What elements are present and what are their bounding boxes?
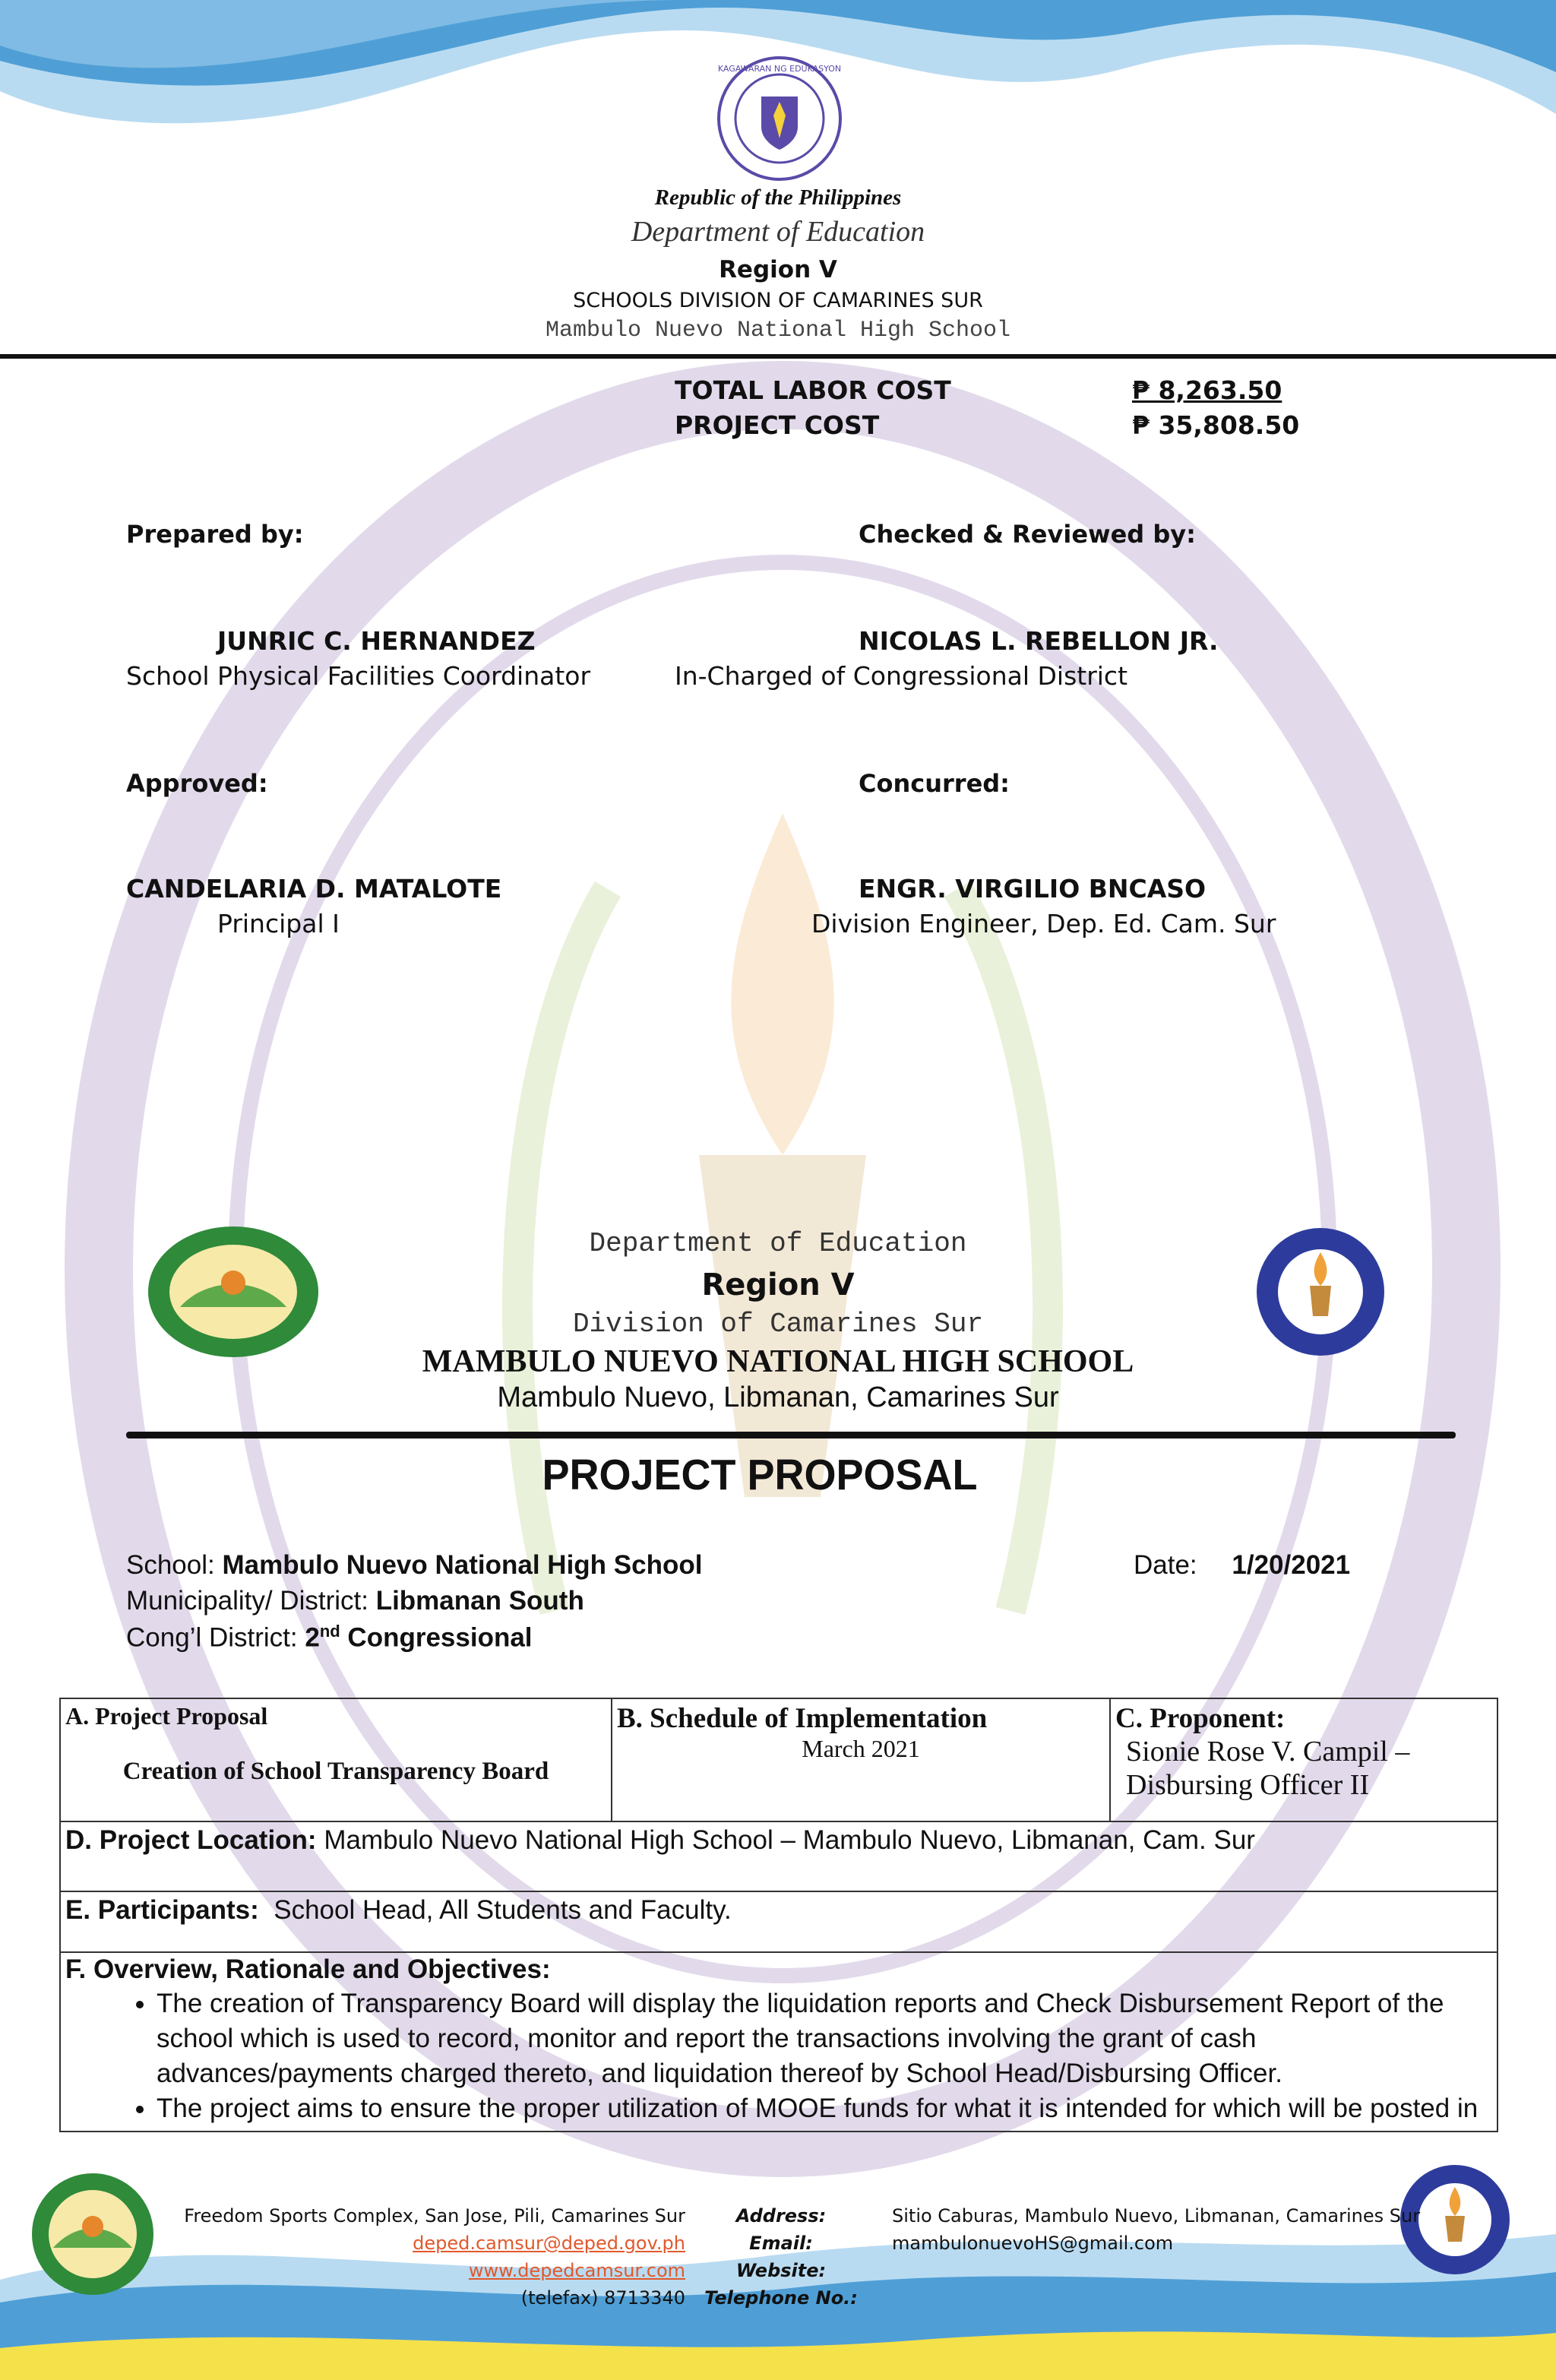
approved-title: Principal I <box>217 909 340 938</box>
cell-overview <box>60 1952 1497 2132</box>
deped-seal-icon <box>716 55 843 182</box>
region-line: Region V <box>719 256 837 283</box>
congressional-info-rest: Congressional <box>340 1622 533 1653</box>
cell-participants <box>60 1891 1497 1952</box>
objective-item: • The project aims to ensure the proper utilization of MOOE funds for what it is intended for which will be posted in <box>157 2091 1492 2126</box>
school-line: Mambulo Nuevo National High School <box>545 318 1011 343</box>
footer-division-address: Freedom Sports Complex, San Jose, Pili, Camarines Sur <box>184 2205 685 2227</box>
footer-division-email-link[interactable]: deped.camsur@deped.gov.ph <box>413 2233 685 2254</box>
footer-address-label: Address: <box>735 2205 827 2227</box>
footer-school-contact <box>892 2202 1420 2257</box>
second-department: Department of Education <box>589 1228 967 1259</box>
location-label: D. Project Location: <box>65 1825 317 1855</box>
proposal-row-participants <box>60 1891 1497 1952</box>
proponent-header: C. Proponent: <box>1115 1703 1286 1734</box>
concurred-name: ENGR. VIRGILIO BNCASO <box>859 874 1207 904</box>
second-header-divider <box>126 1432 1456 1438</box>
document-title: PROJECT PROPOSAL <box>542 1451 978 1499</box>
proponent-line-1: Sionie Rose V. Campil – <box>1126 1736 1410 1768</box>
date-info-line <box>1134 1550 1350 1581</box>
cell-project-proposal <box>60 1698 612 1821</box>
concurred-label: Concurred: <box>859 769 1010 798</box>
second-region: Region V <box>701 1268 855 1302</box>
labor-cost-label: TOTAL LABOR COST <box>675 375 951 405</box>
project-cost-label: PROJECT COST <box>675 410 880 440</box>
approved-name: CANDELARIA D. MATALOTE <box>126 874 502 904</box>
overview-label: F. Overview, Rationale and Objectives: <box>65 1954 551 1984</box>
congressional-info-number: 2 <box>305 1622 320 1653</box>
footer-website-label: Website: <box>735 2260 827 2281</box>
date-info-value: 1/20/2021 <box>1232 1550 1351 1580</box>
header-divider <box>0 354 1556 359</box>
prepared-name: JUNRIC C. HERNANDEZ <box>217 626 536 656</box>
congressional-info-line <box>126 1622 533 1654</box>
approved-label: Approved: <box>126 769 268 798</box>
project-cost-value: ₱ 35,808.50 <box>1132 410 1300 440</box>
date-info-label: Date: <box>1134 1550 1197 1580</box>
footer-labels <box>699 2202 863 2312</box>
checked-title: In-Charged of Congressional District <box>675 661 1128 691</box>
second-division: Division of Camarines Sur <box>572 1309 984 1340</box>
location-value: Mambulo Nuevo National High School – Mambulo Nuevo, Libmanan, Cam. Sur <box>316 1825 1255 1855</box>
proposal-table <box>59 1698 1498 2132</box>
footer-school-address: Sitio Caburas, Mambulo Nuevo, Libmanan, Camarines Sur <box>892 2205 1421 2227</box>
municipality-info-value: Libmanan South <box>375 1586 584 1616</box>
participants-value: School Head, All Students and Faculty. <box>258 1895 732 1925</box>
congressional-info-suffix: nd <box>319 1622 340 1641</box>
checked-label: Checked & Reviewed by: <box>859 520 1196 549</box>
participants-label: E. Participants: <box>65 1895 259 1925</box>
proponent-line-2: Disbursing Officer II <box>1126 1769 1370 1801</box>
school-info-line <box>126 1550 702 1581</box>
proposal-row-location <box>60 1821 1497 1891</box>
school-info-label: School: <box>126 1550 215 1580</box>
schedule-value: March 2021 <box>802 1735 920 1762</box>
second-school-address: Mambulo Nuevo, Libmanan, Camarines Sur <box>497 1381 1059 1413</box>
prepared-label: Prepared by: <box>126 520 304 549</box>
objectives-list <box>65 1986 1492 2126</box>
objective-item: • The creation of Transparency Board will display the liquidation reports and Check Disbursement Report of the school which is used to record, monitor and report the transactions involving the grant of cash advances/payments charged thereto, and liquidation thereof by School Head/Disbursing Officer. <box>157 1986 1492 2091</box>
footer-email-label: Email: <box>749 2233 813 2254</box>
republic-line: Republic of the Philippines <box>654 185 902 210</box>
second-school-name: MAMBULO NUEVO NATIONAL HIGH SCHOOL <box>422 1344 1134 1379</box>
footer-division-contact <box>152 2202 685 2312</box>
project-proposal-header: A. Project Proposal <box>65 1702 268 1730</box>
schedule-header: B. Schedule of Implementation <box>617 1703 988 1734</box>
cell-schedule <box>612 1698 1110 1821</box>
svg-text:KAGAWARAN NG EDUKASYON: KAGAWARAN NG EDUKASYON <box>717 64 842 74</box>
proposal-row-overview <box>60 1952 1497 2132</box>
footer-school-email: mambulonuevoHS@gmail.com <box>892 2233 1174 2254</box>
cell-proponent <box>1110 1698 1497 1821</box>
project-proposal-value: Creation of School Transparency Board <box>122 1758 549 1785</box>
footer-division-logo-icon <box>30 2172 155 2296</box>
municipality-info-line <box>126 1586 584 1616</box>
division-line: SCHOOLS DIVISION OF CAMARINES SUR <box>573 289 983 312</box>
proposal-row-header <box>60 1698 1497 1821</box>
checked-name: NICOLAS L. REBELLON JR. <box>859 626 1219 656</box>
municipality-info-label: Municipality/ District: <box>126 1586 368 1616</box>
footer-phone-label: Telephone No.: <box>704 2287 858 2309</box>
school-info-value: Mambulo Nuevo National High School <box>222 1550 703 1580</box>
concurred-title: Division Engineer, Dep. Ed. Cam. Sur <box>811 909 1276 938</box>
cell-location <box>60 1821 1497 1891</box>
labor-cost-value: ₱ 8,263.50 <box>1132 375 1282 405</box>
congressional-info-label: Cong’l District: <box>126 1622 298 1653</box>
footer-division-phone: (telefax) 8713340 <box>520 2287 685 2309</box>
footer-division-website-link[interactable]: www.depedcamsur.com <box>468 2260 685 2281</box>
prepared-title: School Physical Facilities Coordinator <box>126 661 591 691</box>
department-line: Department of Education <box>631 216 925 248</box>
